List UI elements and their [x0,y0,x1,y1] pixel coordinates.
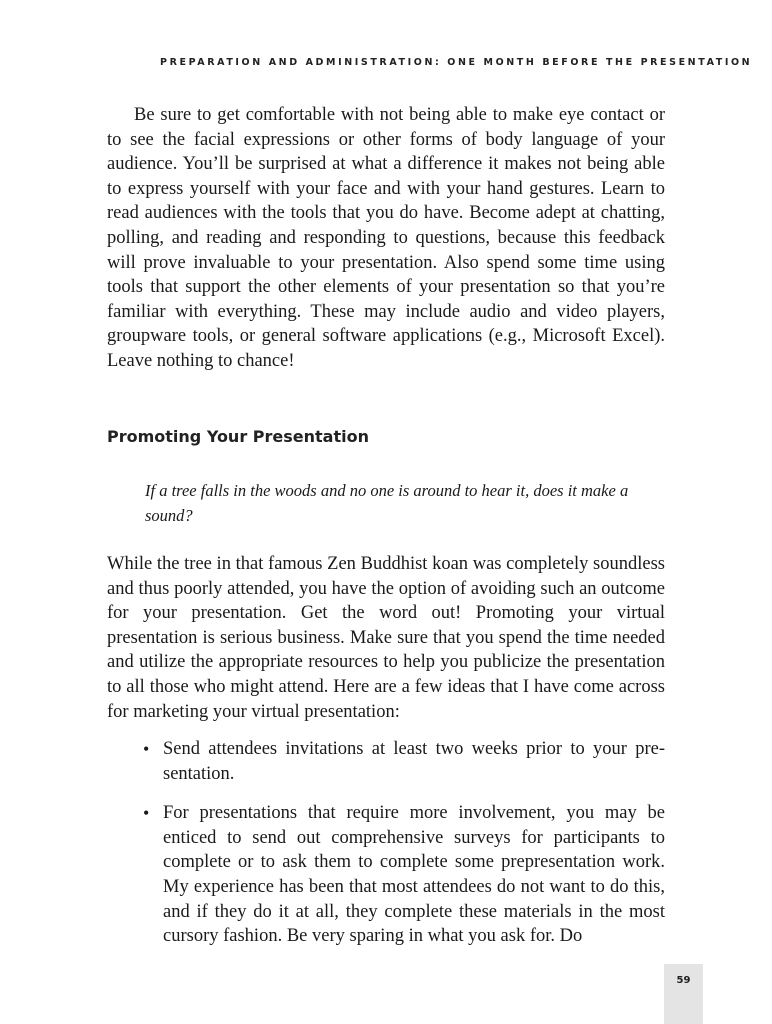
body-paragraph: Be sure to get comfortable with not being able to make eye contact or to see the facial expressions or other forms of body language of your audience. You’ll be surprised at what a difference it makes not being able to express yourself with your face and with your hand gestures. Learn to read audiences with the tools that you do have. Become adept at chatting, polling, and reading and responding to questions, because this feedback will prove invaluable to your presentation. Also spend some time using tools that support the other elements of your presentation so that you’re familiar with everything. These may include audio and video players, groupware tools, or general software applications (e.g., Microsoft Excel). Leave nothing to chance! [107,105,665,371]
bullet-text: For presentations that require more involvement, you may be enticed to send out comprehensive surveys for participants to complete or to ask them to complete some prepresentation work. My experience has been that most attendees do not want to do this, and if they do it at all, they complete these materials in the most cursory fashion. Be very sparing in what you ask for. Do [163,803,665,947]
running-head: PREPARATION AND ADMINISTRATION: ONE MONTH BEFORE THE PRESENTATION [160,57,753,68]
page-number: 59 [676,975,691,986]
bullet-icon: • [143,739,150,759]
page-number-tab [664,964,703,1024]
bullet-item [107,801,665,949]
bullet-icon: • [143,803,150,824]
bullet-text: Send attendees invitations at least two weeks prior to your presentation. [163,739,665,784]
bullet-item [107,737,665,786]
body-paragraph: While the tree in that famous Zen Buddhist koan was completely soundless and thus poorly attended, you have the option of avoiding such an outcome for your presentation. Get the word out! Promoting your virtual presentation is serious business. Make sure that you spend the time needed and utilize the appropriate resources to help you publicize the presentation to all those who might attend. Here are a few ideas that I have come across for marketing your virtual presentation: [107,554,665,722]
bullet-list [107,737,665,964]
epigraph-quote: If a tree falls in the woods and no one is around to hear it, does it make a sound? [145,481,629,525]
section-heading: Promoting Your Presentation [107,427,369,446]
